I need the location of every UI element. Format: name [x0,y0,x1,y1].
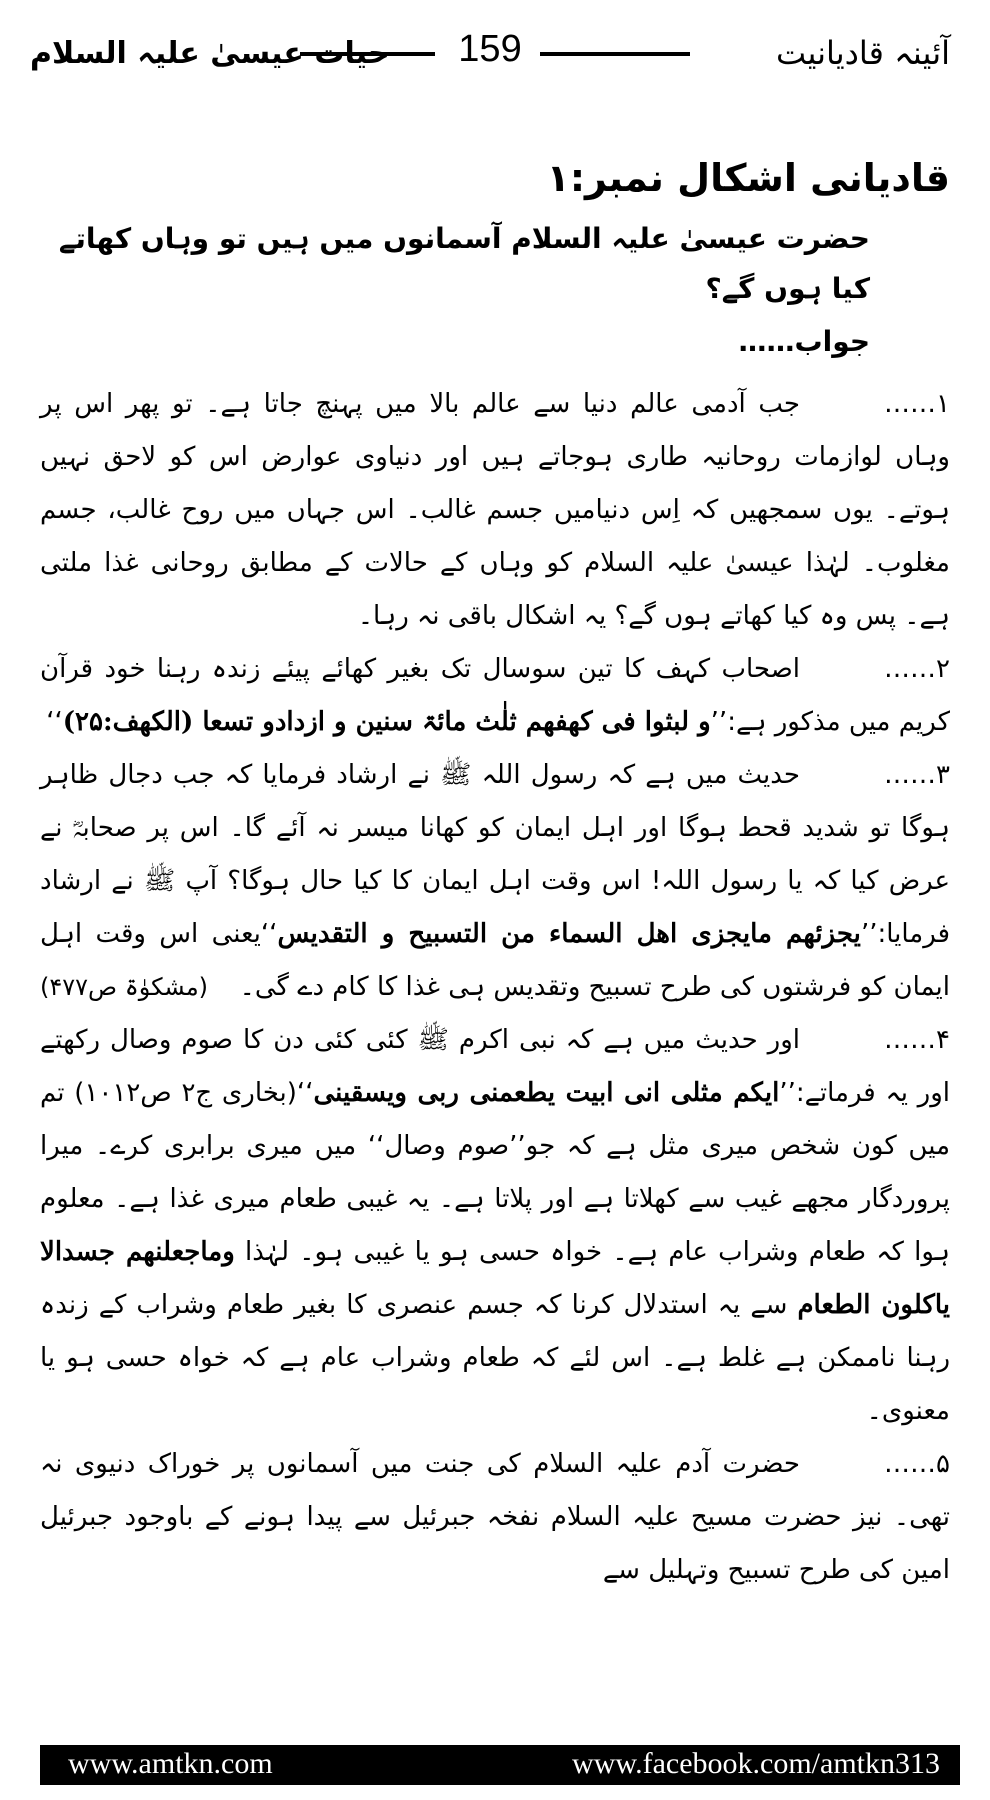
hadith-quote: ایکم مثلی انی ابیت یطعمنی ربی ویسقینی [313,1078,780,1108]
reference-citation: (مشکوٰۃ ص۴۷۷) [40,973,209,1001]
answer-point-5 [40,1438,950,1597]
objection-question: حضرت عیسیٰ علیہ السلام آسمانوں میں ہیں تو وہاں کھاتے کیا ہوں گے؟ [58,222,870,305]
page-body [40,150,950,1597]
point-text: سے یہ استدلال کرنا کہ جسم عنصری کا بغیر طعام وشراب کے زندہ رہنا ناممکن ہے غلط ہے۔ اس لئے کہ طعام وشراب عام ہے کہ خواہ حسی ہو یا معنوی۔ [40,1290,950,1426]
answer-point-1 [40,378,950,643]
website-link[interactable]: www.amtkn.com [68,1747,273,1780]
point-text: جب آدمی عالم دنیا سے عالم بالا میں پہنچ جاتا ہے۔ تو پھر اس پر وہاں لوازمات روحانیہ طاری ہوجاتے ہیں اور دنیاوی عوارض اس کو لاحق نہیں ہوتے۔ یوں سمجھیں کہ اِس دنیامیں جسم غالب۔ اس جہاں میں روح غالب، جسم مغلوب۔ لہٰذا عیسیٰ علیہ السلام کو وہاں کے حالات کے مطابق روحانی غذا ملتی ہے۔ پس وہ کیا کھاتے ہوں گے؟ یہ اشکال باقی نہ رہا۔ [40,389,950,631]
point-number: ۲…… [884,654,950,684]
book-title: آئینہ قادیانیت [776,34,950,72]
point-text: اور حدیث میں ہے کہ نبی اکرم ﷺ کئی کئی دن کا صوم وصال رکھتے اور یہ فرماتے:’’ [40,1025,950,1108]
header-rule-right [540,52,690,56]
point-number: ۱…… [884,389,950,419]
page-footer [40,1745,960,1785]
answer-point-3 [40,749,950,1014]
point-text: اصحاب کہف کا تین سوسال تک بغیر کھائے پیئے زندہ رہنا خود قرآن کریم میں مذکور ہے:’’ [40,654,950,737]
point-number: ۳…… [884,760,950,790]
point-text: ‘‘ [46,707,63,737]
section-heading: قادیانی اشکال نمبر:۱ [546,156,950,200]
point-text: حضرت آدم علیہ السلام کی جنت میں آسمانوں پر خوراک دنیوی نہ تھی۔ نیز حضرت مسیح علیہ السلام نفخہ جبرئیل سے پیدا ہونے کے باوجود جبرئیل امین کی طرح تسبیح وتہلیل سے [40,1449,950,1585]
facebook-link[interactable]: www.facebook.com/amtkn313 [572,1747,940,1780]
chapter-title: حیات عیسیٰ علیہ السلام [30,36,390,71]
answer-label: جواب…… [738,325,870,358]
point-text: حدیث میں ہے کہ رسول اللہ ﷺ نے ارشاد فرمایا کہ جب دجال ظاہر ہوگا تو شدید قحط ہوگا اور اہل ایمان کو کھانا میسر نہ آئے گا۔ اس پر صحابہؓ نے عرض کیا کہ یا رسول اللہ! اس وقت اہل ایمان کا کیا حال ہوگا؟ آپ ﷺ نے ارشاد فرمایا:’’ [40,760,951,949]
point-number: ۴…… [884,1025,950,1055]
point-text: ‘‘(بخاری ج۲ ص۱۰۱۲) تم میں کون شخص میری مثل ہے کہ جو’’صوم وصال‘‘ میں میری برابری کرے۔ میرا پروردگار مجھے غیب سے کھلاتا ہے اور پلاتا ہے۔ یہ غیبی طعام میری غذا ہے۔ معلوم ہوا کہ طعام وشراب عام ہے۔ خواہ حسی ہو یا غیبی ہو۔ لہٰذا [40,1078,950,1267]
quran-quote: وماجعلنھم جسدالا یاکلون الطعام [40,1237,950,1320]
page-number: 159 [458,28,522,70]
quran-quote: و لبثوا فی کھفھم ثلٰث مائۃ سنین و ازدادو تسعا (الکھف:۲۵) [62,707,711,737]
point-text: ‘‘یعنی اس وقت اہل ایمان کو فرشتوں کی طرح تسبیح وتقدیس ہی غذا کا کام دے گی۔ [40,919,950,1002]
hadith-quote: یجزئھم مایجزی اھل السماء من التسبیح و التقدیس [277,919,861,949]
answer-point-2 [40,643,950,749]
point-number: ۵…… [884,1449,950,1479]
answer-point-4 [40,1014,950,1438]
